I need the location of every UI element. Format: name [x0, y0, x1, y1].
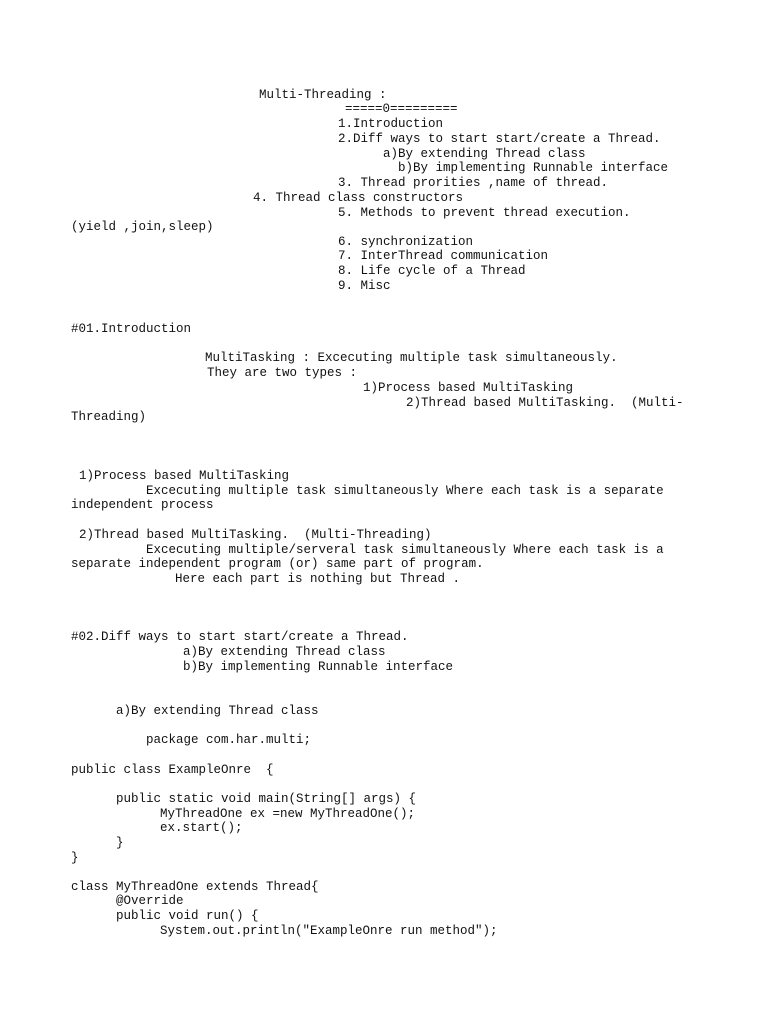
code-line: public class ExampleOnre {: [71, 763, 274, 777]
toc-item-wrap: (yield ,join,sleep): [71, 220, 214, 234]
list-item: a)By extending Thread class: [183, 645, 386, 659]
code-line: package com.har.multi;: [146, 733, 312, 747]
subheading: 2)Thread based MultiTasking. (Multi-Threading): [79, 528, 432, 542]
toc-item: 9. Misc: [338, 279, 391, 293]
subheading: a)By extending Thread class: [116, 704, 319, 718]
code-line: @Override: [116, 894, 184, 908]
toc-item: 2.Diff ways to start start/create a Thread.: [338, 132, 661, 146]
paragraph-line: Excecuting multiple task simultaneously Where each task is a separate: [146, 484, 664, 498]
title-underline: =====0=========: [345, 102, 458, 116]
toc-item: 6. synchronization: [338, 235, 474, 249]
code-line: public static void main(String[] args) {: [116, 792, 417, 806]
paragraph-line: separate independent program (or) same part of program.: [71, 557, 484, 571]
list-item: 1)Process based MultiTasking: [363, 381, 574, 395]
paragraph-line: Here each part is nothing but Thread .: [175, 572, 461, 586]
paragraph-line: MultiTasking : Excecuting multiple task simultaneously.: [205, 351, 618, 365]
paragraph-line: independent process: [71, 498, 214, 512]
code-line: public void run() {: [116, 909, 259, 923]
code-line: System.out.println("ExampleOnre run method");: [160, 924, 498, 938]
toc-item: 1.Introduction: [338, 117, 444, 131]
code-line: class MyThreadOne extends Thread{: [71, 880, 319, 894]
paragraph-line: They are two types :: [207, 366, 358, 380]
toc-item: 8. Life cycle of a Thread: [338, 264, 526, 278]
list-item: 2)Thread based MultiTasking. (Multi-: [406, 396, 684, 410]
paragraph-line: Excecuting multiple/serveral task simultaneously Where each task is a: [146, 543, 664, 557]
list-item: b)By implementing Runnable interface: [183, 660, 454, 674]
toc-subitem: a)By extending Thread class: [383, 147, 586, 161]
toc-item: 4. Thread class constructors: [253, 191, 464, 205]
toc-item: 5. Methods to prevent thread execution.: [338, 206, 631, 220]
doc-title: Multi-Threading :: [259, 88, 387, 102]
code-line: }: [71, 851, 79, 865]
code-line: MyThreadOne ex =new MyThreadOne();: [160, 807, 416, 821]
subheading: 1)Process based MultiTasking: [79, 469, 290, 483]
code-line: }: [116, 836, 124, 850]
toc-item: 3. Thread prorities ,name of thread.: [338, 176, 609, 190]
toc-subitem: b)By implementing Runnable interface: [398, 161, 669, 175]
list-item-wrap: Threading): [71, 410, 147, 424]
code-line: ex.start();: [160, 821, 243, 835]
toc-item: 7. InterThread communication: [338, 249, 549, 263]
section-heading: #01.Introduction: [71, 322, 192, 336]
section-heading: #02.Diff ways to start start/create a Thread.: [71, 630, 409, 644]
